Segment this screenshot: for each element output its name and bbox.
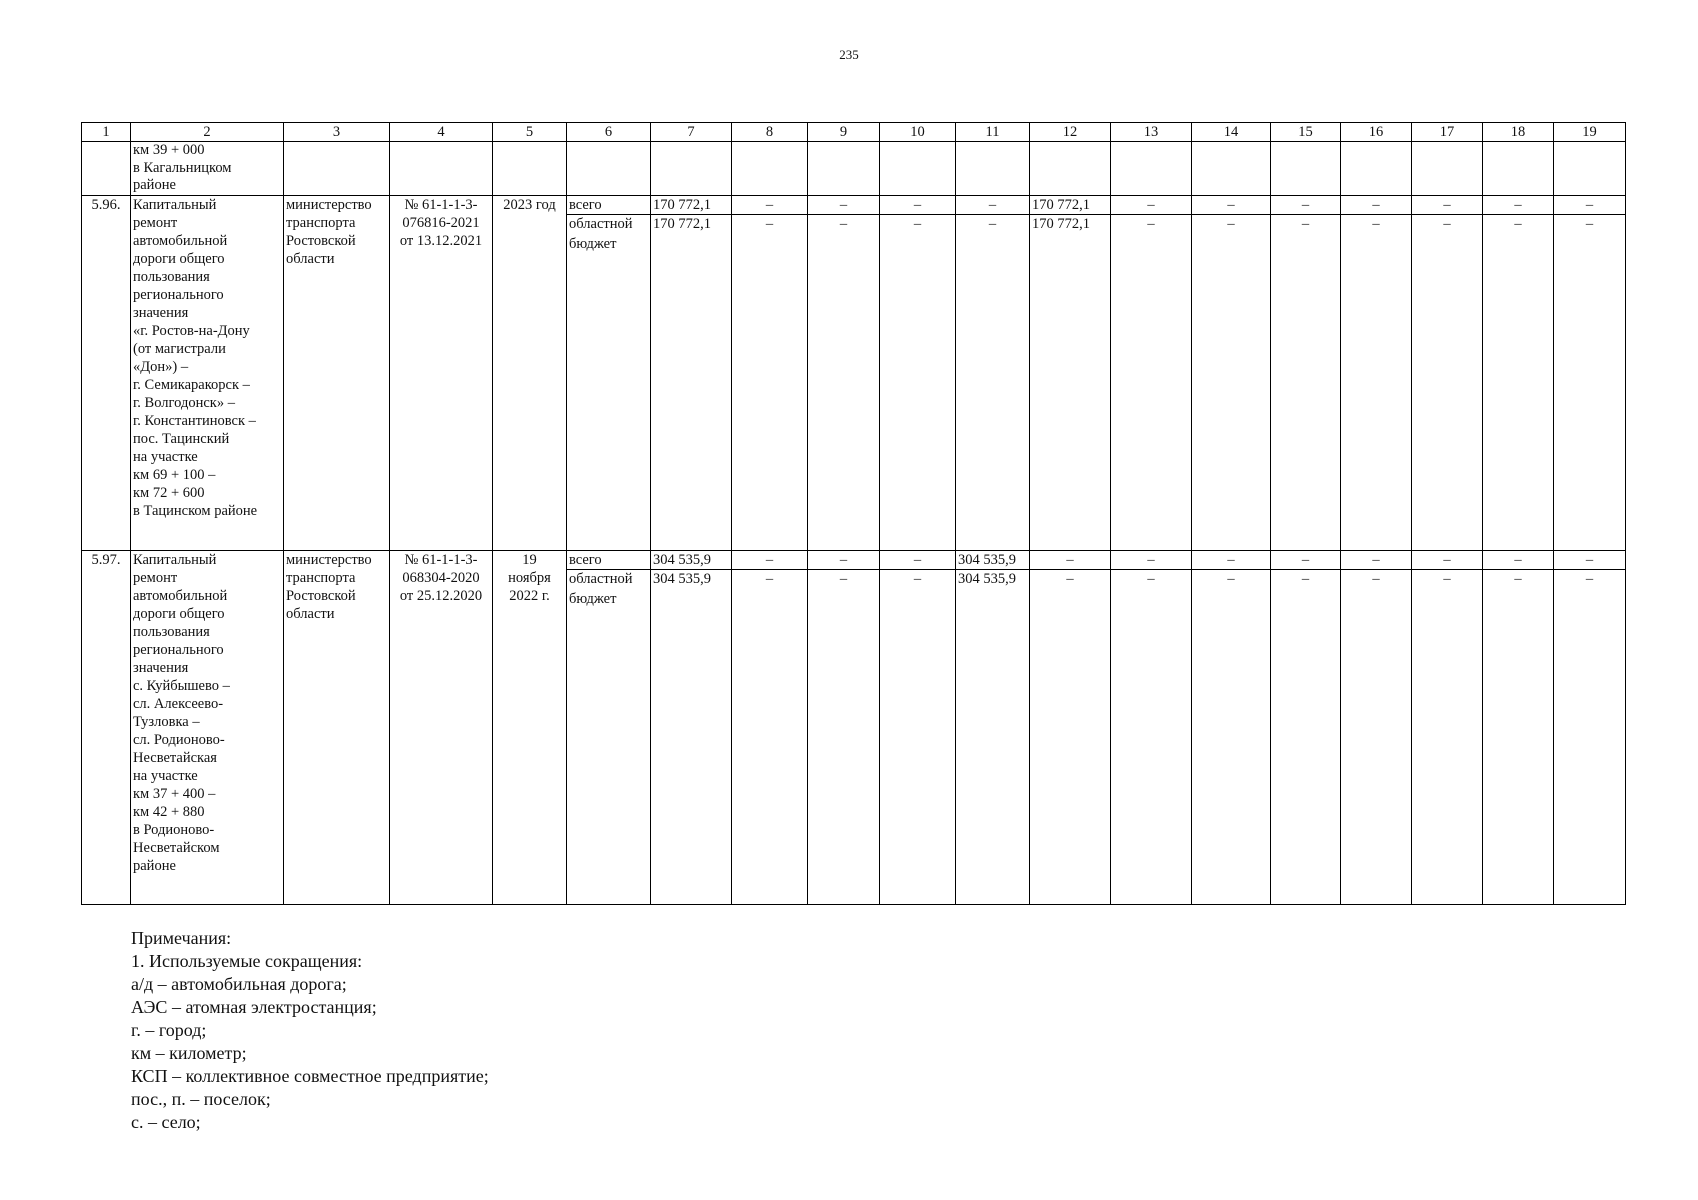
funding-source: всего (567, 551, 651, 570)
value-col-17: – (1412, 196, 1483, 215)
column-number-18: 18 (1483, 123, 1554, 142)
value-col-12: 170 772,1 (1030, 215, 1111, 551)
value-col-19: – (1554, 570, 1626, 905)
value-col-12: – (1030, 551, 1111, 570)
value-col-19: – (1554, 551, 1626, 570)
column-number-14: 14 (1192, 123, 1271, 142)
value-col-18: – (1483, 551, 1554, 570)
note-line: а/д – автомобильная дорога; (131, 974, 347, 994)
note-line: км – километр; (131, 1043, 247, 1063)
value-col-10: – (880, 215, 956, 551)
column-number-19: 19 (1554, 123, 1626, 142)
note-line: АЭС – атомная электростанция; (131, 997, 377, 1017)
column-number-1: 1 (82, 123, 131, 142)
column-number-10: 10 (880, 123, 956, 142)
value-col-8: – (732, 551, 808, 570)
value-col-9: – (808, 215, 880, 551)
value-col-8: – (732, 570, 808, 905)
table-row-5-97-total (82, 551, 1626, 570)
value-col-18: – (1483, 196, 1554, 215)
column-number-12: 12 (1030, 123, 1111, 142)
object-name: Капитальный ремонт автомобильной дороги общего пользования регионального значения с. Куйбышево – сл. Алексеево- Тузловка – сл. Родионово- Несветайская на участке км 37 + 400 – км 42 + 880 в Родионово- Несветайском районе (131, 551, 284, 905)
continuation-row (82, 142, 1626, 196)
value-col-18: – (1483, 570, 1554, 905)
value-col-9: – (808, 551, 880, 570)
value-col-11: – (956, 215, 1030, 551)
value-col-13: – (1111, 215, 1192, 551)
value-col-16: – (1341, 196, 1412, 215)
column-number-9: 9 (808, 123, 880, 142)
customer: министерство транспорта Ростовской области (284, 196, 390, 551)
note-line: с. – село; (131, 1112, 201, 1132)
column-number-5: 5 (493, 123, 567, 142)
column-number-11: 11 (956, 123, 1030, 142)
value-col-7: 304 535,9 (651, 551, 732, 570)
column-number-16: 16 (1341, 123, 1412, 142)
value-col-7: 170 772,1 (651, 215, 732, 551)
column-number-7: 7 (651, 123, 732, 142)
column-number-6: 6 (567, 123, 651, 142)
document-reference: № 61-1-1-3- 068304-2020 от 25.12.2020 (390, 551, 493, 905)
column-number-3: 3 (284, 123, 390, 142)
note-line: пос., п. – поселок; (131, 1089, 271, 1109)
value-col-9: – (808, 570, 880, 905)
document-reference: № 61-1-1-3- 076816-2021 от 13.12.2021 (390, 196, 493, 551)
value-col-13: – (1111, 570, 1192, 905)
value-col-8: – (732, 215, 808, 551)
value-col-17: – (1412, 215, 1483, 551)
value-col-15: – (1271, 196, 1341, 215)
funding-source: областной бюджет (567, 570, 651, 905)
column-number-8: 8 (732, 123, 808, 142)
value-col-17: – (1412, 551, 1483, 570)
value-col-8: – (732, 196, 808, 215)
value-col-19: – (1554, 215, 1626, 551)
value-col-15: – (1271, 570, 1341, 905)
value-col-13: – (1111, 551, 1192, 570)
value-col-18: – (1483, 215, 1554, 551)
funding-source: областной бюджет (567, 215, 651, 551)
notes-title: Примечания: (131, 928, 232, 948)
value-col-14: – (1192, 215, 1271, 551)
page-number: 235 (839, 47, 859, 62)
value-col-17: – (1412, 570, 1483, 905)
value-col-9: – (808, 196, 880, 215)
column-number-17: 17 (1412, 123, 1483, 142)
value-col-16: – (1341, 551, 1412, 570)
note-line: 1. Используемые сокращения: (131, 951, 363, 971)
value-col-16: – (1341, 570, 1412, 905)
value-col-14: – (1192, 196, 1271, 215)
value-col-11: 304 535,9 (956, 551, 1030, 570)
budget-table (81, 122, 1626, 905)
note-line: г. – город; (131, 1020, 207, 1040)
value-col-7: 170 772,1 (651, 196, 732, 215)
value-col-15: – (1271, 215, 1341, 551)
cell-number (82, 142, 131, 196)
table-row-5-96-total (82, 196, 1626, 215)
value-col-12: 170 772,1 (1030, 196, 1111, 215)
term: 19 ноября 2022 г. (493, 551, 567, 905)
column-number-row (82, 123, 1626, 142)
object-name: Капитальный ремонт автомобильной дороги общего пользования регионального значения «г. Ростов-на-Дону (от магистрали «Дон») – г. Семикаракорск – г. Волгодонск» – г. Константиновск – пос. Тацинский на участке км 69 + 100 – км 72 + 600 в Тацинском районе (131, 196, 284, 551)
customer: министерство транспорта Ростовской области (284, 551, 390, 905)
funding-source: всего (567, 196, 651, 215)
notes-section (131, 927, 489, 1134)
value-col-14: – (1192, 570, 1271, 905)
note-line: КСП – коллективное совместное предприятие; (131, 1066, 489, 1086)
value-col-19: – (1554, 196, 1626, 215)
value-col-11: 304 535,9 (956, 570, 1030, 905)
value-col-11: – (956, 196, 1030, 215)
value-col-7: 304 535,9 (651, 570, 732, 905)
value-col-10: – (880, 196, 956, 215)
continuation-name: км 39 + 000 в Кагальницком районе (131, 142, 284, 196)
column-number-2: 2 (131, 123, 284, 142)
value-col-13: – (1111, 196, 1192, 215)
row-number: 5.96. (82, 196, 131, 551)
value-col-12: – (1030, 570, 1111, 905)
value-col-14: – (1192, 551, 1271, 570)
row-number: 5.97. (82, 551, 131, 905)
column-number-4: 4 (390, 123, 493, 142)
notes-list (131, 950, 489, 1134)
column-number-13: 13 (1111, 123, 1192, 142)
term: 2023 год (493, 196, 567, 551)
value-col-15: – (1271, 551, 1341, 570)
value-col-16: – (1341, 215, 1412, 551)
column-number-15: 15 (1271, 123, 1341, 142)
value-col-10: – (880, 551, 956, 570)
value-col-10: – (880, 570, 956, 905)
